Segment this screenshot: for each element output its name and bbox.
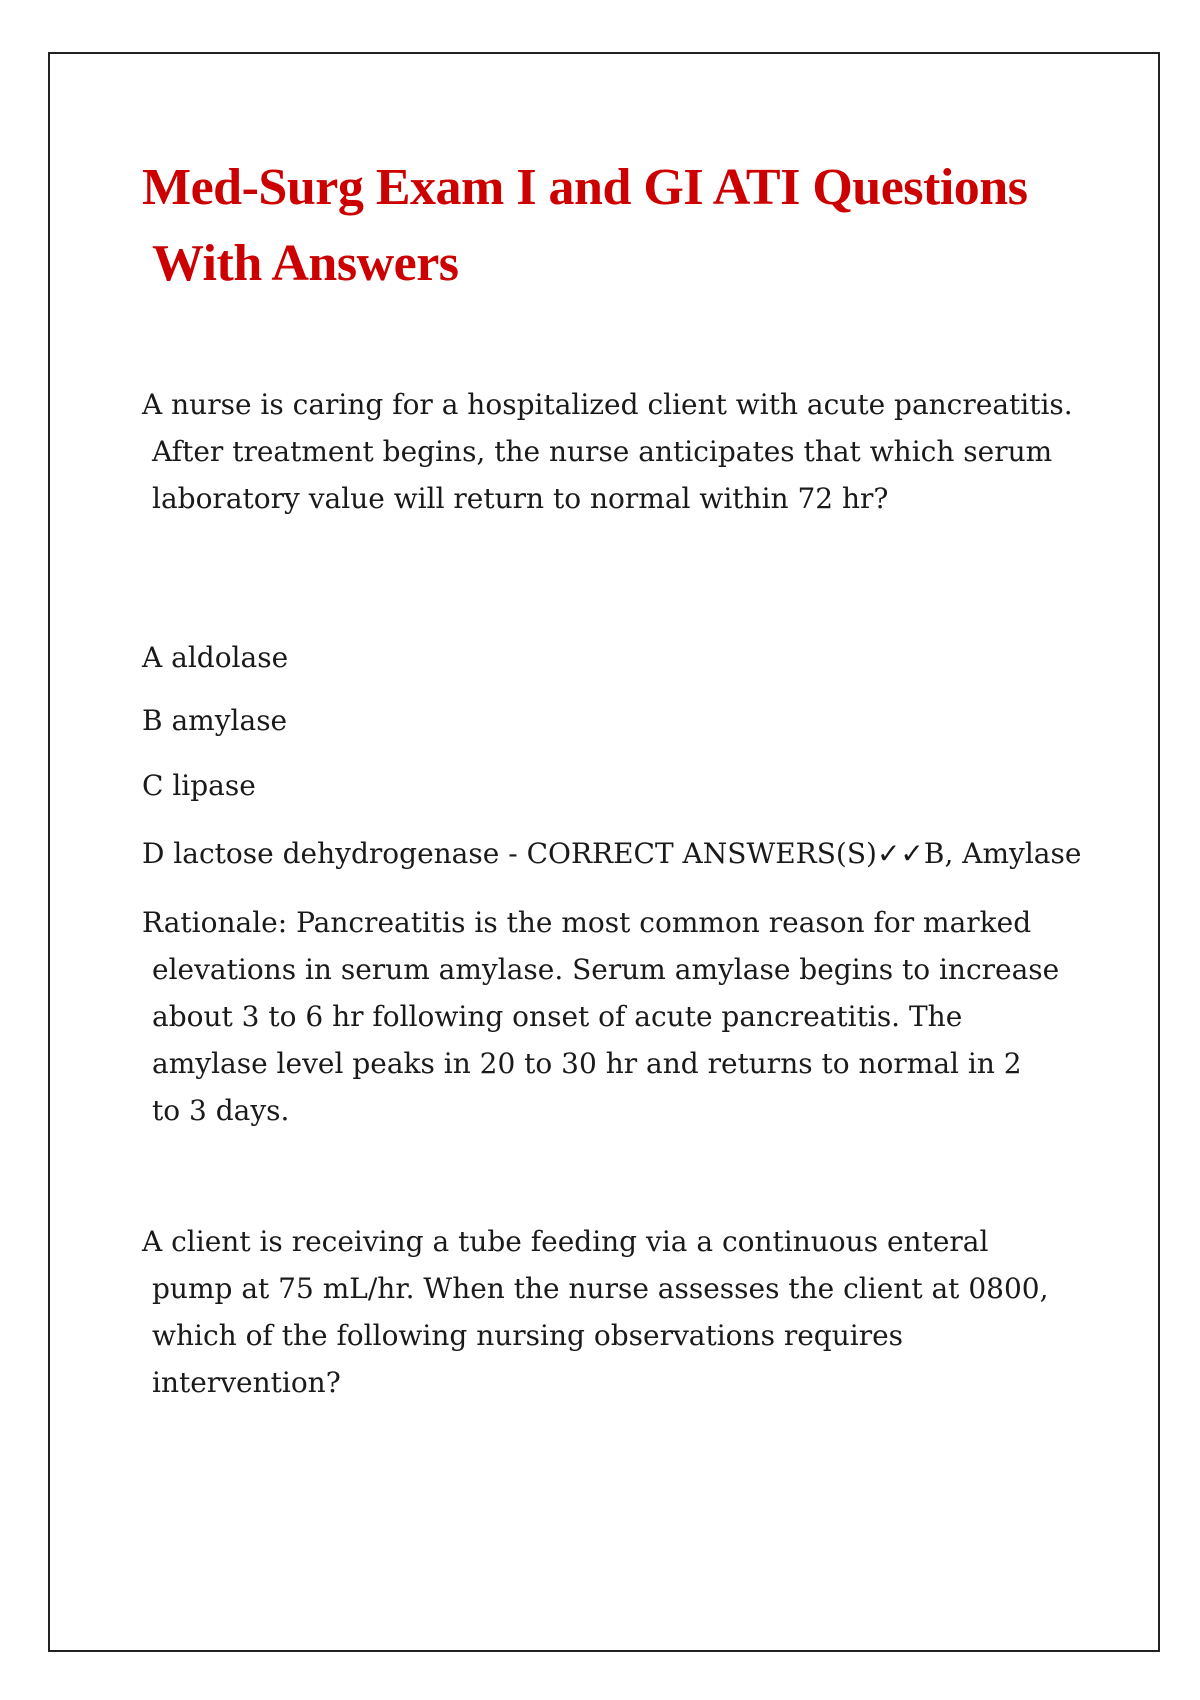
- question-1-line-2: After treatment begins, the nurse anticipates that which serum: [152, 435, 1053, 468]
- option-d-with-answer: D lactose dehydrogenase - CORRECT ANSWERS(S)✓✓B, Amylase: [142, 837, 1082, 870]
- question-2-line-3: which of the following nursing observations requires: [152, 1319, 904, 1352]
- option-a: A aldolase: [142, 641, 289, 674]
- rationale-line-1: Rationale: Pancreatitis is the most common reason for marked: [142, 906, 1032, 939]
- rationale-line-2: elevations in serum amylase. Serum amylase begins to increase: [152, 953, 1060, 986]
- question-2-text: [142, 1218, 1072, 1406]
- rationale-text: [142, 899, 1072, 1134]
- title-line-2: With Answers: [152, 235, 459, 292]
- document-title: [142, 150, 1102, 302]
- question-1-text: [142, 381, 1072, 522]
- title-line-1: Med-Surg Exam I and GI ATI Questions: [142, 159, 1028, 216]
- option-b: B amylase: [142, 704, 288, 737]
- rationale-line-3: about 3 to 6 hr following onset of acute pancreatitis. The: [152, 1000, 963, 1033]
- question-1-line-1: A nurse is caring for a hospitalized client with acute pancreatitis.: [142, 388, 1073, 421]
- question-2-line-2: pump at 75 mL/hr. When the nurse assesses the client at 0800,: [152, 1272, 1049, 1305]
- rationale-line-5: to 3 days.: [152, 1094, 290, 1127]
- question-2-line-1: A client is receiving a tube feeding via a continuous enteral: [142, 1225, 989, 1258]
- rationale-line-4: amylase level peaks in 20 to 30 hr and returns to normal in 2: [152, 1047, 1022, 1080]
- question-1-line-3: laboratory value will return to normal within 72 hr?: [152, 482, 889, 515]
- option-c: C lipase: [142, 769, 256, 802]
- question-2-line-4: intervention?: [152, 1366, 341, 1399]
